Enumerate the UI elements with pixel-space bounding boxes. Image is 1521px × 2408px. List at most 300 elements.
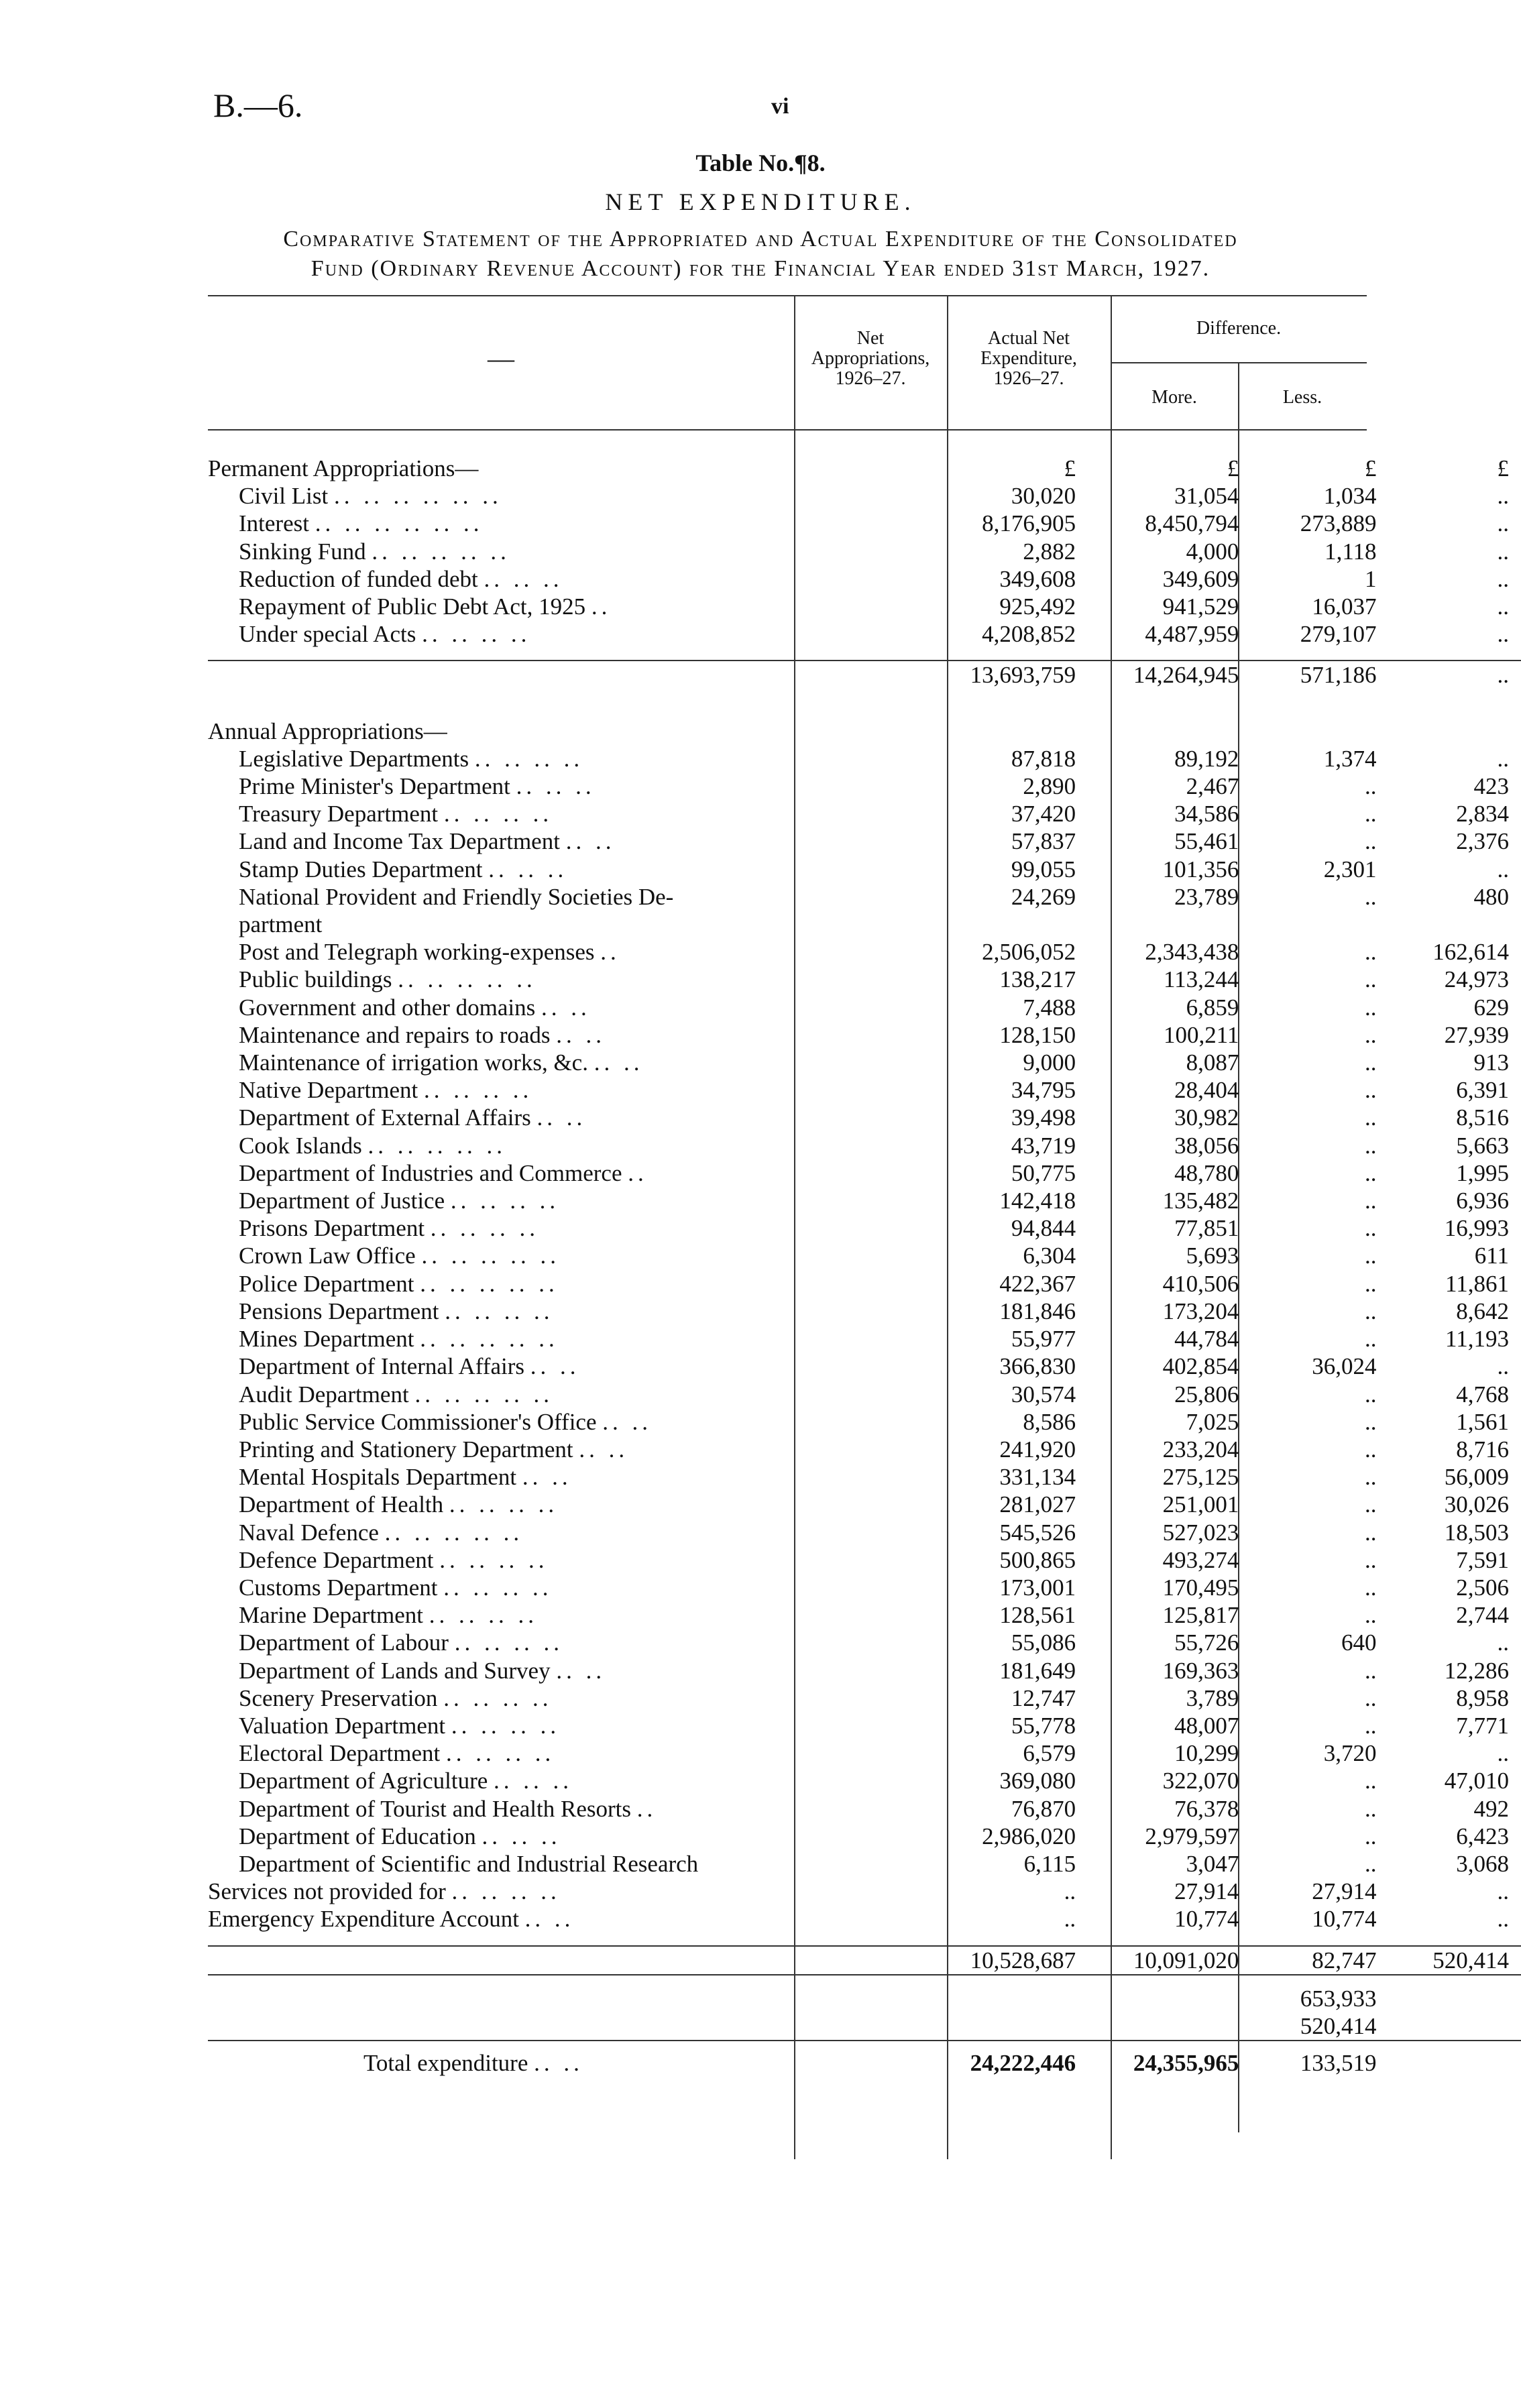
leader-dots: .. .. xyxy=(524,1906,575,1933)
leader-dots: .. .. .. xyxy=(488,856,568,882)
difference-more-value: .. xyxy=(1365,1546,1377,1573)
more-header: More. xyxy=(1151,387,1197,408)
difference-less-value: 12,286 xyxy=(1444,1657,1509,1684)
row-label-text: Interest xyxy=(239,510,309,537)
actual-expenditure-value: 7,025 xyxy=(1186,1408,1239,1435)
net-appropriation-value: 24,269 xyxy=(1011,883,1076,910)
net-appropriation-value: 128,150 xyxy=(999,1021,1076,1048)
row-label xyxy=(208,1159,932,1187)
actual-expenditure-value: 89,192 xyxy=(1174,745,1239,772)
difference-header: Difference. xyxy=(1196,318,1282,339)
row-label xyxy=(208,1436,932,1463)
net-appropriation-value: 281,027 xyxy=(999,1491,1076,1518)
row-label-text: Stamp Duties Department xyxy=(239,856,483,882)
net-appropriation-value xyxy=(932,911,1088,938)
actual-expenditure-value: 251,001 xyxy=(1162,1491,1239,1518)
difference-less-value: .. xyxy=(1497,538,1509,565)
actual-expenditure-value: 2,343,438 xyxy=(1145,939,1239,966)
net-appropriation-value: 331,134 xyxy=(999,1464,1076,1491)
difference-less-value: 629 xyxy=(1473,994,1509,1021)
leader-dots: .. .. .. xyxy=(484,565,563,592)
row-label xyxy=(208,1823,932,1850)
table-row xyxy=(208,800,1521,827)
actual-expenditure-value: 2,467 xyxy=(1186,773,1239,800)
table-row xyxy=(208,1712,1521,1739)
difference-less-value: 8,516 xyxy=(1456,1104,1509,1131)
net-appropriation-value: 181,649 xyxy=(999,1657,1076,1684)
actual-expenditure-value: 44,784 xyxy=(1174,1326,1239,1353)
difference-more-value: 2,301 xyxy=(1323,856,1377,882)
row-label-text: Services not provided for xyxy=(208,1878,446,1905)
row-label-text: Naval Defence xyxy=(239,1519,379,1546)
net-appropriation-value: 8,176,905 xyxy=(982,510,1076,537)
actual-expenditure-value: 349,609 xyxy=(1162,565,1239,592)
difference-less-value: 913 xyxy=(1473,1049,1509,1076)
total-appropriation: 24,222,446 xyxy=(932,2041,1088,2077)
header-line: 1926–27. xyxy=(993,368,1064,389)
difference-more-value: .. xyxy=(1365,994,1377,1021)
net-appropriation-value: 55,086 xyxy=(1011,1629,1076,1656)
difference-less-value: 480 xyxy=(1473,883,1509,910)
row-label xyxy=(208,1905,932,1933)
table-row xyxy=(208,1132,1521,1159)
difference-more-value: .. xyxy=(1365,1159,1377,1186)
row-label-text: Maintenance and repairs to roads xyxy=(239,1021,551,1048)
difference-less-value: 4,768 xyxy=(1456,1381,1509,1408)
difference-less-value: 2,834 xyxy=(1456,801,1509,827)
difference-less-value: 1,561 xyxy=(1456,1408,1509,1435)
leader-dots: .. .. .. .. xyxy=(430,1215,540,1242)
actual-expenditure-value: 4,000 xyxy=(1186,538,1239,565)
row-label xyxy=(208,938,932,966)
table-row xyxy=(208,772,1521,800)
net-appropriation-value: 9,000 xyxy=(1023,1049,1076,1076)
leader-dots: .. .. .. .. xyxy=(439,1546,549,1573)
table-row xyxy=(208,1946,1521,1975)
net-appropriation-value: 241,920 xyxy=(999,1436,1076,1463)
row-label xyxy=(208,1546,932,1574)
net-appropriation-value: .. xyxy=(1064,1878,1076,1905)
leader-dots: .. .. .. .. xyxy=(443,801,553,827)
table-row xyxy=(208,1739,1521,1767)
row-label-text: Electoral Department xyxy=(239,1740,441,1767)
difference-less-value: 611 xyxy=(1474,1243,1509,1269)
row-label xyxy=(208,1767,932,1794)
difference-less-value: 2,744 xyxy=(1456,1602,1509,1629)
leader-dots: .. .. .. .. xyxy=(443,1684,553,1711)
subtotal-label xyxy=(208,1946,932,1975)
difference-more-value: .. xyxy=(1365,1215,1377,1242)
row-label-text: Public Service Commissioner's Office xyxy=(239,1408,597,1435)
row-label-text: Public buildings xyxy=(239,966,392,993)
difference-less-value: 11,193 xyxy=(1445,1326,1509,1353)
net-appropriation-value: 925,492 xyxy=(999,593,1076,620)
row-label xyxy=(208,1629,932,1656)
net-appropriation-value: 6,304 xyxy=(1023,1243,1076,1269)
summary-label xyxy=(208,1975,932,2041)
leader-dots: .. .. .. .. xyxy=(424,1077,533,1104)
table-row xyxy=(208,1933,1521,1946)
actual-expenditure-value: 170,495 xyxy=(1162,1574,1239,1601)
difference-more-value: .. xyxy=(1365,1657,1377,1684)
difference-less-value: 2,376 xyxy=(1456,828,1509,855)
difference-more-value: 10,774 xyxy=(1312,1906,1377,1933)
difference-less-value: 423 xyxy=(1473,773,1509,800)
difference-less-value: .. xyxy=(1497,565,1509,592)
actual-expenditure-value: 48,780 xyxy=(1174,1159,1239,1186)
row-label xyxy=(208,565,932,593)
net-appropriation-value: 2,890 xyxy=(1023,773,1076,800)
table-row xyxy=(208,1905,1521,1933)
leader-dots: .. .. xyxy=(594,1049,644,1076)
row-label xyxy=(208,1408,932,1436)
net-appropriation-value: 2,506,052 xyxy=(982,939,1076,966)
row-label-text: Audit Department xyxy=(239,1381,409,1408)
row-label-text: Under special Acts xyxy=(239,621,416,648)
actual-expenditure-value: 4,487,959 xyxy=(1145,621,1239,648)
difference-more-value: .. xyxy=(1365,1436,1377,1463)
row-label-text: Department of Health xyxy=(239,1491,444,1518)
difference-more-value: .. xyxy=(1365,773,1377,800)
leader-dots: .. xyxy=(600,939,620,966)
difference-less-value: .. xyxy=(1497,745,1509,772)
difference-more-value: 3,720 xyxy=(1323,1740,1377,1767)
actual-expenditure-value: 493,274 xyxy=(1162,1546,1239,1573)
table-row xyxy=(208,1436,1521,1463)
table-row xyxy=(208,482,1521,510)
actual-expenditure-value: 30,982 xyxy=(1174,1104,1239,1131)
leader-dots: .. .. xyxy=(579,1436,629,1463)
difference-more-value: .. xyxy=(1365,1243,1377,1269)
actual-expenditure-value: 55,461 xyxy=(1174,828,1239,855)
row-label xyxy=(208,1850,932,1878)
difference-more-value: 1 xyxy=(1365,565,1377,592)
difference-more-value: .. xyxy=(1365,1381,1377,1408)
table-row xyxy=(208,689,1521,718)
difference-less-value: 7,771 xyxy=(1456,1712,1509,1739)
leader-dots: .. .. .. xyxy=(482,1823,561,1849)
difference-less-value: .. xyxy=(1497,621,1509,648)
row-label xyxy=(208,1021,932,1049)
row-label xyxy=(208,1795,932,1823)
leader-dots: .. .. .. .. .. .. xyxy=(315,510,484,537)
row-label xyxy=(208,1601,932,1629)
row-label xyxy=(208,482,932,510)
leader-dots: .. .. .. .. .. xyxy=(398,966,537,993)
row-label-text: Crown Law Office xyxy=(239,1243,416,1269)
leader-dots: .. .. .. .. xyxy=(445,1298,554,1324)
net-appropriation-value: 39,498 xyxy=(1011,1104,1076,1131)
actual-expenditure-value: 100,211 xyxy=(1163,1021,1239,1048)
table-row xyxy=(208,620,1521,648)
label-column-dash: — xyxy=(488,343,514,374)
leader-dots: .. .. xyxy=(522,1464,572,1491)
table-row xyxy=(208,1975,1521,2041)
actual-expenditure-value: 173,204 xyxy=(1162,1298,1239,1324)
row-label-text: Valuation Department xyxy=(239,1712,446,1739)
net-appropriation-value: 94,844 xyxy=(1011,1215,1076,1242)
actual-expenditure-value: 113,244 xyxy=(1163,966,1239,993)
leader-dots: .. .. .. .. .. xyxy=(421,1243,560,1269)
row-label-text: Cook Islands xyxy=(239,1132,362,1159)
actual-expenditure-value: 77,851 xyxy=(1174,1215,1239,1242)
leader-dots: .. .. .. .. xyxy=(429,1602,539,1629)
actual-expenditure-value: 34,586 xyxy=(1174,801,1239,827)
table-row xyxy=(208,538,1521,565)
row-label xyxy=(208,1298,932,1325)
actual-expenditure-value: 10,299 xyxy=(1174,1740,1239,1767)
row-label xyxy=(208,1491,932,1518)
actual-expenditure-value: 76,378 xyxy=(1174,1795,1239,1822)
difference-more-value: .. xyxy=(1365,1464,1377,1491)
spacer xyxy=(208,1933,1521,1946)
leader-dots: .. .. .. .. xyxy=(474,745,584,772)
table-row xyxy=(208,1270,1521,1298)
actual-expenditure-value: 8,450,794 xyxy=(1145,510,1239,537)
subtotal-more: 82,747 xyxy=(1251,1946,1388,1975)
row-label xyxy=(208,1684,932,1712)
difference-less-value: 3,068 xyxy=(1456,1850,1509,1877)
row-label-text: Department of Justice xyxy=(239,1188,445,1214)
difference-more-value: .. xyxy=(1365,1188,1377,1214)
leader-dots: .. .. .. .. xyxy=(451,1712,561,1739)
actual-expenditure-value: 28,404 xyxy=(1174,1077,1239,1104)
net-appropriation-value: 37,420 xyxy=(1011,801,1076,827)
net-appropriation-value: 7,488 xyxy=(1023,994,1076,1021)
net-appropriation-value: 34,795 xyxy=(1011,1077,1076,1104)
row-label-text: partment xyxy=(239,911,323,938)
actual-expenditure-value: 169,363 xyxy=(1162,1657,1239,1684)
difference-less-value: 8,716 xyxy=(1456,1436,1509,1463)
header-line: Net xyxy=(856,328,885,349)
subtotal-appropriation: 13,693,759 xyxy=(932,661,1088,689)
actual-expenditure-value: 402,854 xyxy=(1162,1353,1239,1380)
row-label xyxy=(208,1132,932,1159)
actual-expenditure-value xyxy=(1088,911,1251,938)
difference-more-value: .. xyxy=(1365,1823,1377,1849)
difference-less-value: 18,503 xyxy=(1444,1519,1509,1546)
row-label xyxy=(208,538,932,565)
actual-expenditure-value: 48,007 xyxy=(1174,1712,1239,1739)
leader-dots: .. .. xyxy=(556,1657,606,1684)
table-row xyxy=(208,1684,1521,1712)
leader-dots: .. .. xyxy=(530,1353,580,1380)
difference-more-value: .. xyxy=(1365,1519,1377,1546)
net-appropriation-value: 43,719 xyxy=(1011,1132,1076,1159)
table-row xyxy=(208,1381,1521,1408)
table-row xyxy=(208,966,1521,993)
row-label-text: Prime Minister's Department xyxy=(239,773,510,800)
difference-less-value: 16,993 xyxy=(1444,1215,1509,1242)
actual-expenditure-value: 2,979,597 xyxy=(1145,1823,1239,1849)
difference-more-value: .. xyxy=(1365,1795,1377,1822)
table-row xyxy=(208,827,1521,855)
difference-less-value: .. xyxy=(1497,856,1509,882)
subtotal-more: 571,186 xyxy=(1251,661,1388,689)
subtotal-label xyxy=(208,661,932,689)
table-row xyxy=(208,648,1521,661)
row-label-text: Government and other domains xyxy=(239,994,536,1021)
actual-expenditure-value: 3,047 xyxy=(1186,1850,1239,1877)
actual-expenditure-value: 5,693 xyxy=(1186,1243,1239,1269)
table-row xyxy=(208,593,1521,620)
net-appropriation-value: 6,115 xyxy=(1023,1850,1076,1877)
leader-dots: .. .. .. .. .. xyxy=(414,1381,553,1408)
row-label-text: Native Department xyxy=(239,1077,418,1104)
table-row xyxy=(208,1850,1521,1878)
net-appropriation-value: 545,526 xyxy=(999,1519,1076,1546)
actual-expenditure-value: 101,356 xyxy=(1162,856,1239,882)
difference-more-value: 640 xyxy=(1341,1629,1377,1656)
row-label xyxy=(208,593,932,620)
table-row xyxy=(208,1353,1521,1380)
row-label-text: Marine Department xyxy=(239,1602,424,1629)
leader-dots: .. .. .. xyxy=(516,773,596,800)
difference-less-value: 5,663 xyxy=(1456,1132,1509,1159)
table-row xyxy=(208,1657,1521,1684)
row-label xyxy=(208,966,932,993)
difference-less-value: .. xyxy=(1497,1353,1509,1380)
actual-expenditure-value: 10,774 xyxy=(1174,1906,1239,1933)
subtotal-appropriation: 10,528,687 xyxy=(932,1946,1088,1975)
actual-expenditure-value: 3,789 xyxy=(1186,1684,1239,1711)
row-label-text: Customs Department xyxy=(239,1574,438,1601)
leader-dots: .. .. .. .. xyxy=(449,1491,559,1518)
leader-dots: .. xyxy=(628,1159,648,1186)
difference-more-value: .. xyxy=(1365,1021,1377,1048)
table-title: NET EXPENDITURE. xyxy=(605,188,916,215)
net-appropriation-value: 138,217 xyxy=(999,966,1076,993)
table-row xyxy=(208,1159,1521,1187)
difference-less-value xyxy=(1389,911,1521,938)
row-label-text: Department of Tourist and Health Resorts xyxy=(239,1795,631,1822)
row-label-text: Sinking Fund xyxy=(239,538,366,565)
row-label xyxy=(208,1214,932,1242)
net-appropriation-value: 500,865 xyxy=(999,1546,1076,1573)
leader-dots: .. .. xyxy=(537,1104,587,1131)
difference-more-value: .. xyxy=(1365,1684,1377,1711)
row-label-text: Printing and Stationery Department xyxy=(239,1436,573,1463)
row-label xyxy=(208,620,932,648)
row-label-text: Department of External Affairs xyxy=(239,1104,531,1131)
net-appropriation-value: 8,586 xyxy=(1023,1408,1076,1435)
currency-symbol: £ xyxy=(1365,455,1377,481)
row-label-text: Post and Telegraph working-expenses xyxy=(239,939,595,966)
total-more-difference: 133,519 xyxy=(1251,2041,1388,2077)
table-row xyxy=(208,1214,1521,1242)
difference-less-value: .. xyxy=(1497,1906,1509,1933)
row-label xyxy=(208,994,932,1021)
section-heading: Permanent Appropriations— xyxy=(208,455,479,481)
row-label-text: Department of Industries and Commerce xyxy=(239,1159,622,1186)
net-appropriation-value: 349,608 xyxy=(999,565,1076,592)
row-label-text: Mental Hospitals Department xyxy=(239,1464,517,1491)
row-label xyxy=(208,1712,932,1739)
difference-less-value: 7,591 xyxy=(1456,1546,1509,1573)
row-label xyxy=(208,1519,932,1546)
net-appropriation-value: 2,986,020 xyxy=(982,1823,1076,1849)
actual-expenditure-value: 125,817 xyxy=(1162,1602,1239,1629)
difference-less-value: .. xyxy=(1497,1740,1509,1767)
leader-dots: .. .. .. .. xyxy=(450,1188,560,1214)
table-row xyxy=(208,911,1521,938)
difference-more-value: .. xyxy=(1365,1712,1377,1739)
row-label xyxy=(208,745,932,772)
actual-expenditure-value: 275,125 xyxy=(1162,1464,1239,1491)
table-row xyxy=(208,1491,1521,1518)
actual-expenditure-value: 410,506 xyxy=(1162,1270,1239,1297)
net-appropriation-value: 55,778 xyxy=(1011,1712,1076,1739)
header-line: Appropriations, xyxy=(811,348,930,369)
row-label xyxy=(208,1463,932,1491)
row-label xyxy=(208,1270,932,1298)
table-row xyxy=(208,1823,1521,1850)
leader-dots: .. .. .. .. .. xyxy=(368,1132,506,1159)
actual-expenditure-value: 38,056 xyxy=(1174,1132,1239,1159)
difference-less-value: 27,939 xyxy=(1444,1021,1509,1048)
difference-more-value: .. xyxy=(1365,883,1377,910)
difference-more-value: .. xyxy=(1365,1132,1377,1159)
net-appropriation-value: 369,080 xyxy=(999,1768,1076,1794)
row-label-text: Maintenance of irrigation works, &c. xyxy=(239,1049,588,1076)
table-row xyxy=(208,718,1521,745)
difference-less-value: 6,423 xyxy=(1456,1823,1509,1849)
net-appropriation-value: 181,846 xyxy=(999,1298,1076,1324)
leader-dots: .. .. .. .. .. .. xyxy=(333,483,502,510)
row-label xyxy=(208,800,932,827)
summary-more-less xyxy=(1251,1975,1388,2041)
net-appropriation-value: 30,574 xyxy=(1011,1381,1076,1408)
difference-more-value xyxy=(1251,911,1388,938)
net-appropriation-value: 99,055 xyxy=(1011,856,1076,882)
spacer xyxy=(208,689,1521,718)
leader-dots: .. xyxy=(591,593,612,620)
net-appropriation-value: 87,818 xyxy=(1011,745,1076,772)
leader-dots: .. .. .. .. xyxy=(454,1629,563,1656)
page-number: vi xyxy=(771,94,789,119)
currency-symbol: £ xyxy=(1497,455,1509,481)
table-row xyxy=(208,1795,1521,1823)
actual-expenditure-value: 25,806 xyxy=(1174,1381,1239,1408)
row-label-text: Legislative Departments xyxy=(239,745,469,772)
difference-more-value: .. xyxy=(1365,1768,1377,1794)
section-heading: Annual Appropriations— xyxy=(208,718,447,744)
difference-more-value: .. xyxy=(1365,1491,1377,1518)
row-label-text: Department of Scientific and Industrial Research xyxy=(239,1850,699,1877)
difference-more-value: .. xyxy=(1365,1077,1377,1104)
row-label-text: Department of Labour xyxy=(239,1629,449,1656)
actual-expenditure-value: 6,859 xyxy=(1186,994,1239,1021)
difference-less-value: 162,614 xyxy=(1432,939,1509,966)
actual-expenditure-value: 8,087 xyxy=(1186,1049,1239,1076)
leader-dots: .. xyxy=(636,1795,657,1822)
difference-more-value: 1,374 xyxy=(1323,745,1377,772)
difference-less-value: .. xyxy=(1497,1629,1509,1656)
row-label-text: Civil List xyxy=(239,483,329,510)
subtotal-less: .. xyxy=(1389,661,1521,689)
difference-more-value: .. xyxy=(1365,1408,1377,1435)
difference-less-value: 6,936 xyxy=(1456,1188,1509,1214)
difference-less-value: .. xyxy=(1497,483,1509,510)
difference-less-value: 6,391 xyxy=(1456,1077,1509,1104)
subtotal-actual: 10,091,020 xyxy=(1088,1946,1251,1975)
table-row xyxy=(208,883,1521,911)
row-label-text: Treasury Department xyxy=(239,801,439,827)
row-label xyxy=(208,1104,932,1131)
net-appropriation-value: 12,747 xyxy=(1011,1684,1076,1711)
actual-expenditure-value: 23,789 xyxy=(1174,883,1239,910)
net-appropriations-header xyxy=(794,329,947,389)
